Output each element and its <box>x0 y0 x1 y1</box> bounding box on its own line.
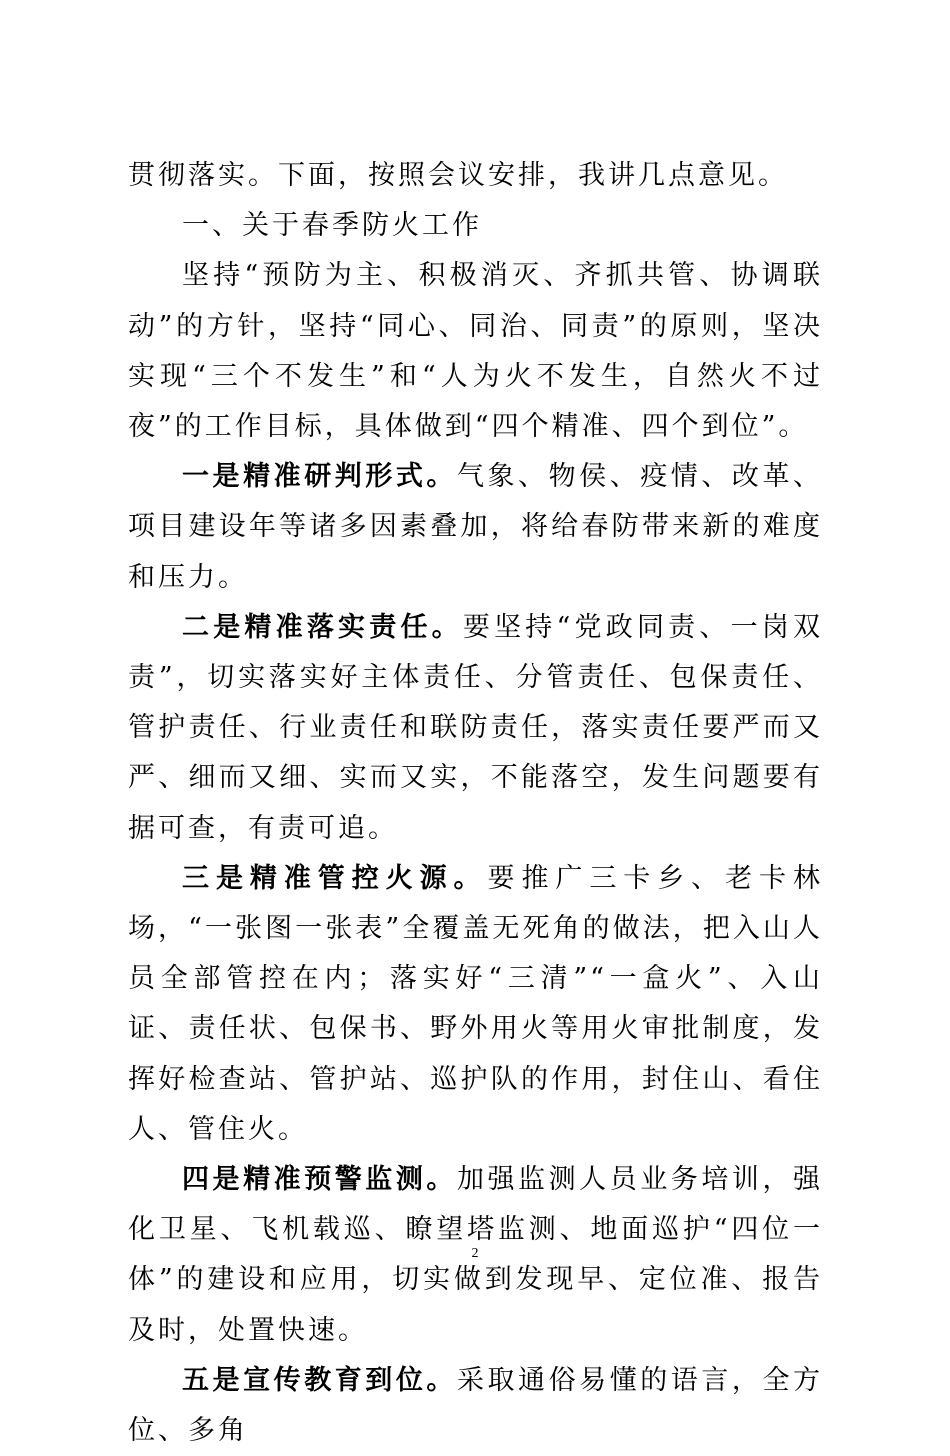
paragraph-text: 要坚持“党政同责、一岗双责”，切实落实好主体责任、分管责任、包保责任、管护责任、行业责任和联防责任，落实责任要严而又严、细而又细、实而又实，不能落空，发生问题要有据可查，有责可追。 <box>128 611 823 844</box>
page-number: 2 <box>471 1246 479 1261</box>
point-lead: 四是精准预警监测。 <box>182 1164 457 1196</box>
section-heading <box>128 201 823 251</box>
paragraph-text: 贯彻落实。下面，按照会议安排，我讲几点意见。 <box>128 160 788 191</box>
paragraph-point-1 <box>128 452 823 603</box>
paragraph-point-3 <box>128 854 823 1155</box>
paragraph-text: 气象、物侯、疫情、改革、项目建设年等诸多因素叠加，将给春防带来新的难度和压力。 <box>128 461 824 593</box>
paragraph-point-2 <box>128 603 823 854</box>
point-lead: 二是精准落实责任。 <box>182 611 463 643</box>
point-lead: 一是精准研判形式。 <box>182 461 457 493</box>
paragraph-text: 加强监测人员业务培训，强化卫星、飞机载巡、瞭望塔监测、地面巡护“四位一体”的建设和应用，切实做到发现早、定位准、报告及时，处置快速。 <box>128 1164 824 1346</box>
point-lead: 五是宣传教育到位。 <box>182 1364 457 1396</box>
paragraph-text: 坚持“预防为主、积极消灭、齐抓共管、协调联动”的方针，坚持“同心、同治、同责”的原则，坚决实现“三个不发生”和“人为火不发生，自然火不过夜”的工作目标，具体做到“四个精准、四个到位”。 <box>128 260 823 443</box>
heading-text: 一、关于春季防火工作 <box>182 210 482 242</box>
point-lead: 三是精准管控火源。 <box>182 862 488 894</box>
paragraph-text: 要推广三卡乡、老卡林场，“一张图一张表”全覆盖无死角的做法，把入山人员全部管控在内；落实好“三清”“一盒火”、入山证、责任状、包保书、野外用火等用火审批制度，发挥好检查站、管护站、巡护队的作用，封住山、看住人、管住火。 <box>128 862 823 1145</box>
paragraph-text: 采取通俗易懂的语言，全方位、多角 <box>128 1364 824 1447</box>
paragraph-policy <box>128 251 823 452</box>
paragraph-continuation <box>128 151 823 201</box>
paragraph-point-5 <box>128 1356 823 1456</box>
